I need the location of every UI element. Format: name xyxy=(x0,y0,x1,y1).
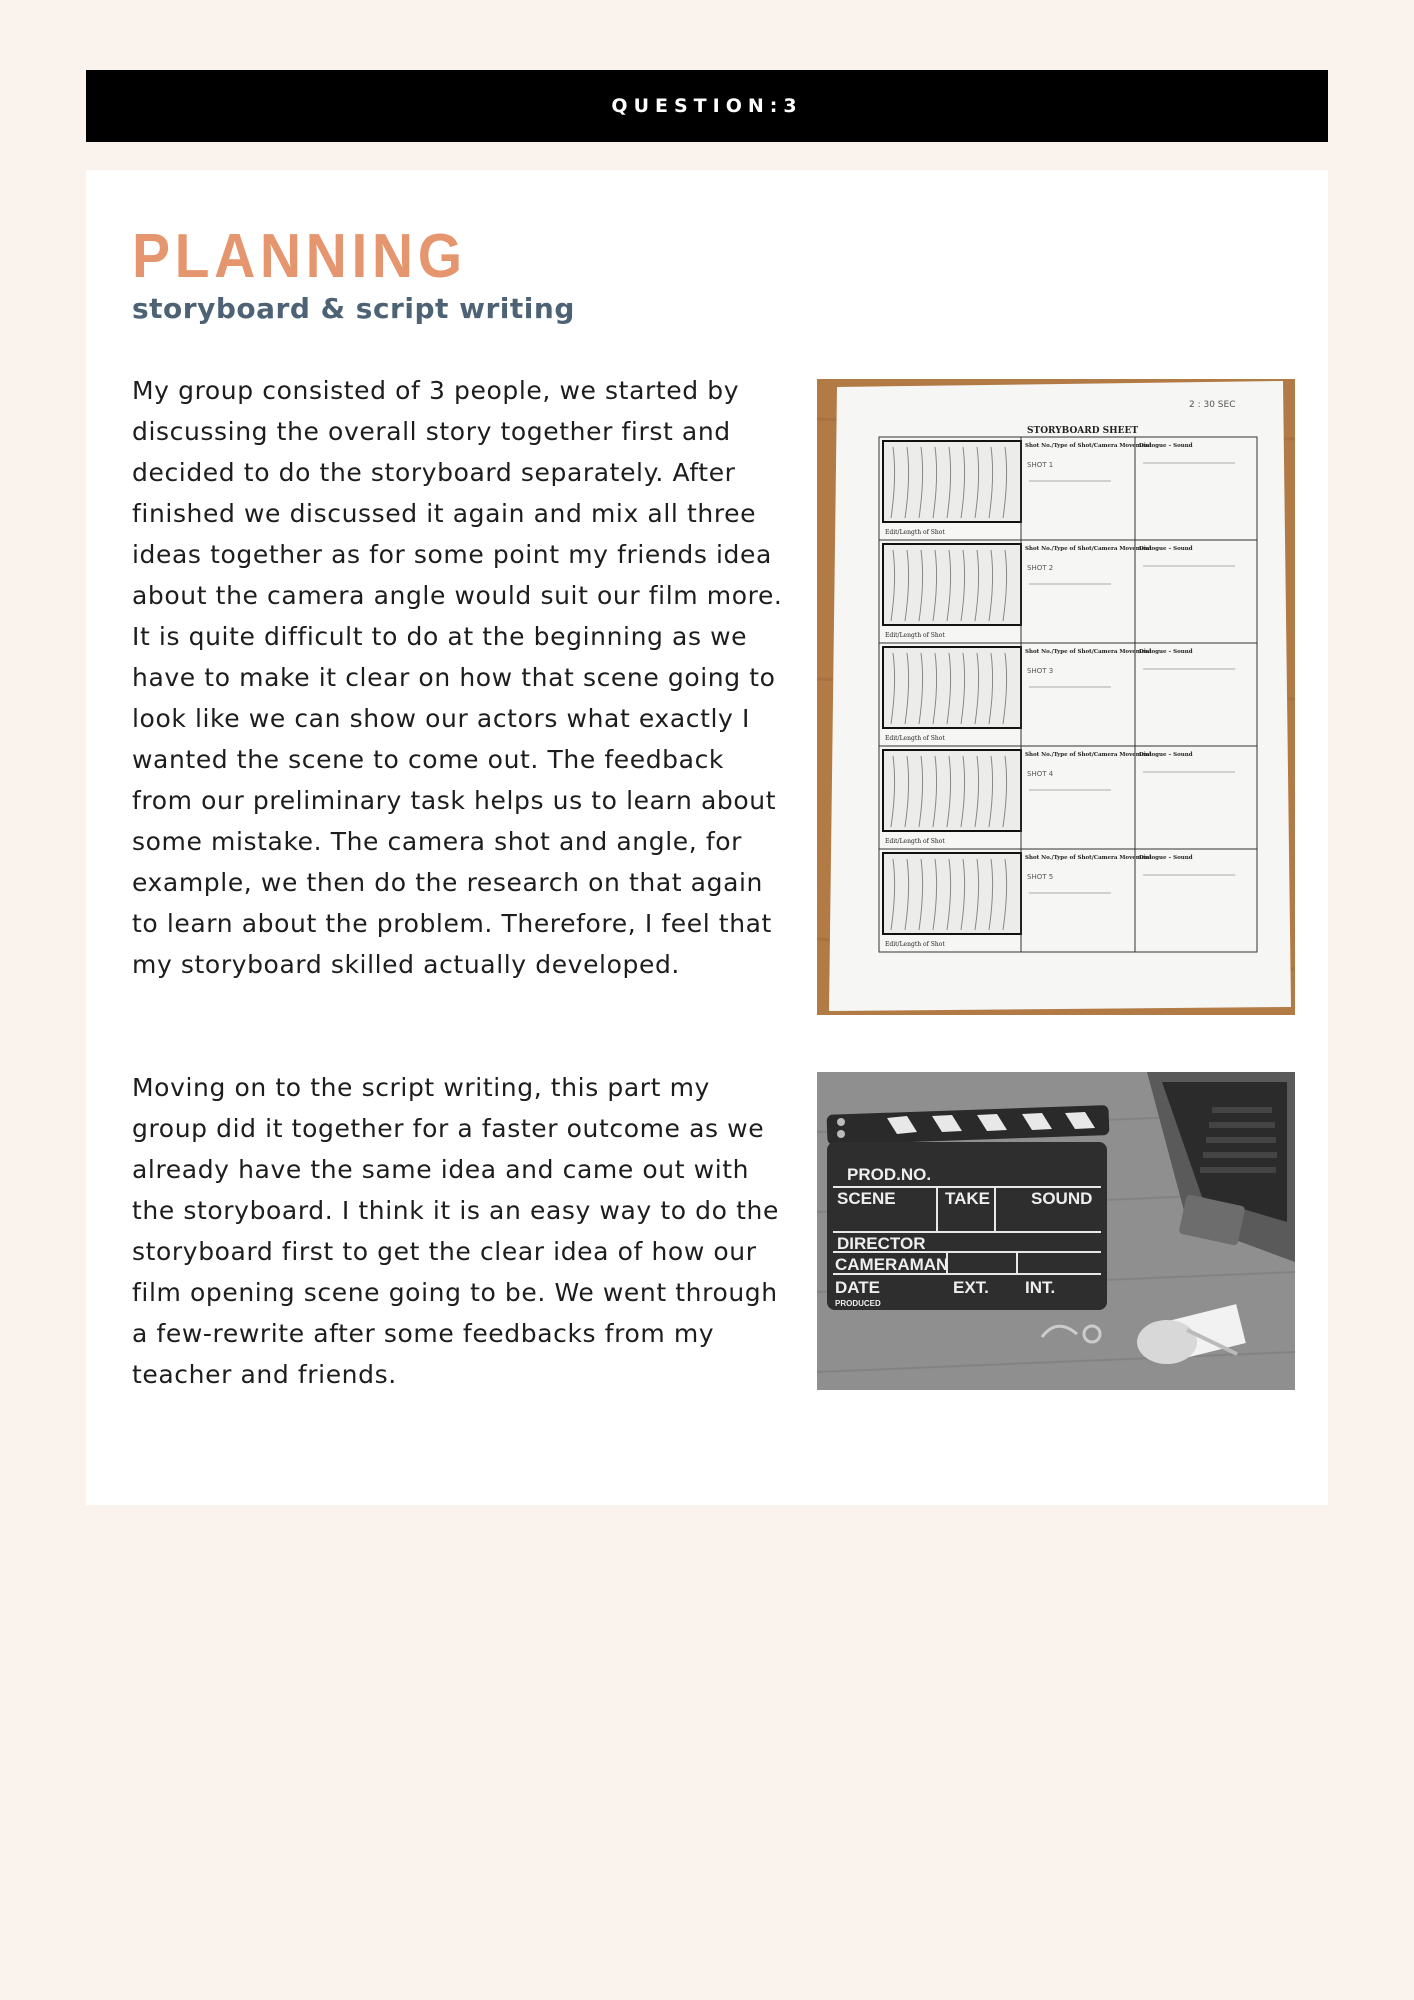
edit-length-label: Edit/Length of Shot xyxy=(885,838,945,845)
content-card xyxy=(86,170,1328,1505)
clap-director: DIRECTOR xyxy=(837,1234,926,1253)
question-label: QUESTION:3 xyxy=(611,95,803,117)
clap-produced: PRODUCED xyxy=(835,1299,881,1308)
clap-take: TAKE xyxy=(945,1189,991,1208)
shot-header: Shot No./Type of Shot/Camera Movement xyxy=(1025,546,1152,552)
storyboard-sketch xyxy=(883,647,1021,728)
clap-sound: SOUND xyxy=(1031,1189,1093,1208)
clap-prod-no: PROD.NO. xyxy=(847,1165,932,1184)
edit-length-label: Edit/Length of Shot xyxy=(885,632,945,639)
storyboard-sheet-photo xyxy=(817,379,1295,1015)
shot-header: Shot No./Type of Shot/Camera Movement xyxy=(1025,649,1152,655)
clap-scene: SCENE xyxy=(837,1189,896,1208)
clap-ext: EXT. xyxy=(953,1278,989,1297)
edit-length-label: Edit/Length of Shot xyxy=(885,529,945,536)
dialogue-header: Dialogue – Sound xyxy=(1139,752,1193,758)
shot-header: Shot No./Type of Shot/Camera Movement xyxy=(1025,855,1152,861)
clapperboard-photo xyxy=(817,1072,1295,1390)
storyboard-sketch xyxy=(883,544,1021,625)
page-title: PLANNING xyxy=(132,222,467,291)
storyboard-paragraph: My group consisted of 3 people, we started by discussing the overall story together first and decided to do the storyboard separately. After finished we discussed it again and mix all three ideas together as for some point my friends idea about the camera angle would suit our film more. It is quite difficult to do at the beginning as we have to make it clear on how that scene going to look like we can show our actors what exactly I wanted the scene to come out. The feedback from our preliminary task helps us to learn about some mistake. The camera shot and angle, for example, we then do the research on that again to learn about the problem. Therefore, I feel that my storyboard skilled actually developed. xyxy=(132,376,783,979)
dialogue-header: Dialogue – Sound xyxy=(1139,649,1193,655)
page-subtitle: storyboard & script writing xyxy=(132,292,575,325)
clap-int: INT. xyxy=(1025,1278,1056,1297)
sheet-title: STORYBOARD SHEET xyxy=(1027,426,1139,436)
dialogue-header: Dialogue – Sound xyxy=(1139,546,1193,552)
script-writing-paragraph: Moving on to the script writing, this part my group did it together for a faster outcome as we already have the same idea and came out with the storyboard. I think it is an easy way to do the storyboard first to get the clear idea of how our film opening scene going to be. We went through a few-rewrite after some feedbacks from my teacher and friends. xyxy=(132,1073,779,1389)
edit-length-label: Edit/Length of Shot xyxy=(885,941,945,948)
storyboard-sketch xyxy=(883,750,1021,831)
shot-header: Shot No./Type of Shot/Camera Movement xyxy=(1025,752,1152,758)
shot-number: SHOT 1 xyxy=(1027,461,1054,469)
shot-header: Shot No./Type of Shot/Camera Movement xyxy=(1025,443,1152,449)
dialogue-header: Dialogue – Sound xyxy=(1139,855,1193,861)
storyboard-sketch xyxy=(883,853,1021,934)
clap-cameraman: CAMERAMAN xyxy=(835,1255,949,1274)
shot-number: SHOT 2 xyxy=(1027,564,1054,572)
shot-number: SHOT 4 xyxy=(1027,770,1054,778)
question-banner xyxy=(86,70,1328,142)
shot-number: SHOT 3 xyxy=(1027,667,1054,675)
shot-number: SHOT 5 xyxy=(1027,873,1054,881)
edit-length-label: Edit/Length of Shot xyxy=(885,735,945,742)
duration-note: 2 : 30 SEC xyxy=(1189,400,1236,410)
storyboard-sketch xyxy=(883,441,1021,522)
clap-date: DATE xyxy=(835,1278,881,1297)
dialogue-header: Dialogue – Sound xyxy=(1139,443,1193,449)
